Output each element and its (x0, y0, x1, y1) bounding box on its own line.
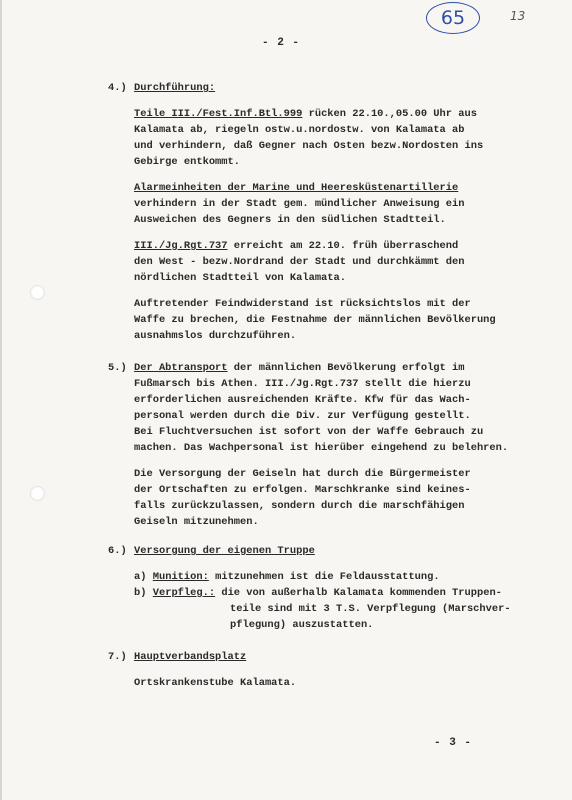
paragraph: Teile III./Fest.Inf.Btl.999 rücken 22.10.,05.00 Uhr aus Kalamata ab, riegeln ostw.u.nordostw. von Kalamata ab und verhindern, daß Gegner nach Osten bezw.Nordosten ins Gebirge entkommt. (134, 106, 548, 170)
text-line: falls zurückzulassen, sondern durch die marschfähigen (134, 500, 465, 512)
text-line: Fußmarsch bis Athen. III./Jg.Rgt.737 stellt die hierzu (134, 378, 471, 390)
paragraph (134, 466, 548, 530)
section-4-heading (108, 80, 548, 96)
paragraph (134, 675, 548, 691)
document-body (108, 80, 548, 691)
paragraph: III./Jg.Rgt.737 erreicht am 22.10. früh überraschend den West - bezw.Nordrand der Stadt und durchkämmt den nördlichen Stadtteil von Kalamata. (134, 238, 548, 286)
list-item: a) Munition: mitzunehmen ist die Feldausstattung. (134, 571, 440, 583)
text-line: machen. Das Wachpersonal ist hierüber eingehend zu belehren. (134, 442, 509, 454)
unit-reference: Teile III./Fest.Inf.Btl.999 (134, 108, 303, 120)
text-line: Ortskrankenstube Kalamata. (134, 677, 297, 689)
archive-stamp-number: 65 (426, 2, 480, 34)
text-line: Gebirge entkommt. (134, 156, 241, 168)
section-lead: Der Abtransport (134, 362, 228, 374)
text-line: Kalamata ab, riegeln ostw.u.nordostw. von Kalamata ab (134, 124, 465, 136)
text-line: erforderlichen ausreichenden Kräfte. Kfw für das Wach- (134, 394, 471, 406)
text-line: verhindern in der Stadt gem. mündlicher Anweisung ein (134, 198, 465, 210)
list-item: b) Verpfleg.: die von außerhalb Kalamata kommenden Truppen- (134, 587, 502, 599)
text-line: teile sind mit 3 T.S. Verpflegung (Marschver- (230, 603, 511, 615)
unit-reference: III./Jg.Rgt.737 (134, 240, 228, 252)
text-line: ausnahmslos durchzuführen. (134, 330, 297, 342)
unit-reference: Alarmeinheiten der Marine und Heeresküstenartillerie (134, 182, 459, 194)
paragraph (134, 296, 548, 344)
section-number: 7.) (108, 651, 127, 663)
text-line: und verhindern, daß Gegner nach Osten bezw.Nordosten ins (134, 140, 484, 152)
section-title: Durchführung: (134, 82, 216, 94)
supply-list (134, 569, 548, 633)
text-line: der Ortschaften zu erfolgen. Marschkranke sind keines- (134, 484, 471, 496)
section-number: 5.) (108, 362, 127, 374)
section-7-heading (108, 649, 548, 665)
text-line: Waffe zu brechen, die Festnahme der männlichen Bevölkerung (134, 314, 496, 326)
section-title: Versorgung der eigenen Truppe (134, 545, 315, 557)
page-number: - 2 - (262, 37, 301, 49)
section-title: Hauptverbandsplatz (134, 651, 247, 663)
text-line: Die Versorgung der Geiseln hat durch die Bürgermeister (134, 468, 471, 480)
text-line: pflegung) auszustatten. (230, 619, 374, 631)
section-6-heading (108, 543, 548, 559)
folio-number: 13 (510, 9, 526, 23)
punch-hole (30, 285, 45, 300)
section-number: 4.) (108, 82, 127, 94)
paragraph (134, 376, 548, 456)
section-5-heading: 5.) Der Abtransport der männlichen Bevölkerung erfolgt im (108, 362, 465, 374)
text-line: personal werden durch die Div. zur Verfügung gestellt. (134, 410, 471, 422)
text-line: Bei Fluchtversuchen ist sofort von der Waffe Gebrauch zu (134, 426, 484, 438)
text-line: Ausweichen des Gegners in den südlichen Stadtteil. (134, 214, 446, 226)
section-number: 6.) (108, 545, 127, 557)
text-line: Auftretender Feindwiderstand ist rücksichtslos mit der (134, 298, 471, 310)
next-page-marker: - 3 - (434, 737, 473, 749)
text-line: den West - bezw.Nordrand der Stadt und durchkämmt den (134, 256, 465, 268)
paragraph (134, 180, 548, 228)
text-line: Geiseln mitzunehmen. (134, 516, 259, 528)
punch-hole (30, 486, 45, 501)
text-line: nördlichen Stadtteil von Kalamata. (134, 272, 347, 284)
